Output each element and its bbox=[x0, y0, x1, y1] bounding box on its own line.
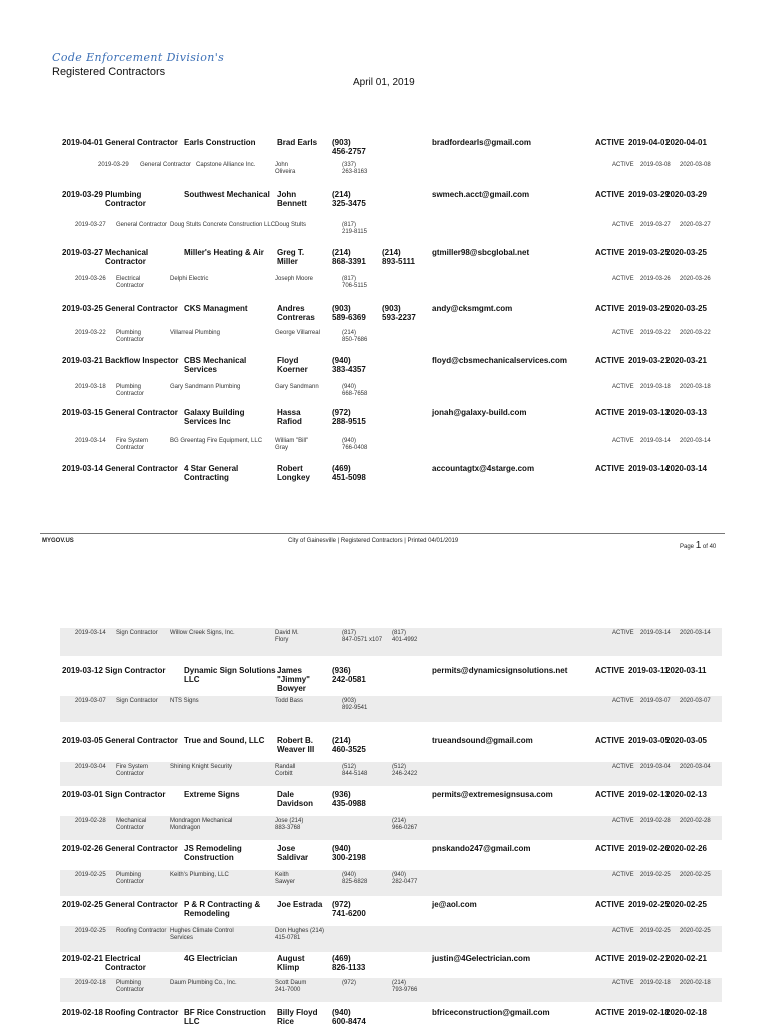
cell-expires: 2020-04-01 bbox=[666, 138, 707, 147]
cell-phone2: (940) 282-0477 bbox=[392, 872, 418, 885]
cell-status: ACTIVE bbox=[612, 764, 634, 770]
contractor-row bbox=[0, 1006, 768, 1024]
cell-date: 2019-03-21 bbox=[62, 356, 103, 365]
contractor-subrow bbox=[0, 328, 768, 352]
cell-company: Doug Stults Concrete Construction LLC bbox=[170, 222, 276, 228]
cell-phone1: (214) 460-3525 bbox=[332, 736, 366, 754]
cell-type: Sign Contractor bbox=[105, 790, 166, 799]
cell-date: 2019-02-18 bbox=[62, 1008, 103, 1017]
cell-type: General Contractor bbox=[116, 222, 168, 228]
cell-phone1: (512) 844-5148 bbox=[342, 764, 368, 777]
cell-contact: Jose (214) 883-3768 bbox=[275, 818, 304, 831]
cell-status: ACTIVE bbox=[595, 408, 625, 417]
cell-type: General Contractor bbox=[105, 844, 178, 853]
cell-issued: 2019-03-25 bbox=[628, 304, 669, 313]
cell-type: Mechanical Contractor bbox=[116, 818, 147, 831]
cell-date: 2019-03-14 bbox=[62, 464, 103, 473]
cell-date: 2019-02-26 bbox=[62, 844, 103, 853]
cell-phone1: (214) 868-3391 bbox=[332, 248, 366, 266]
cell-status: ACTIVE bbox=[595, 736, 625, 745]
cell-issued: 2019-02-25 bbox=[640, 872, 671, 878]
contractor-row bbox=[0, 136, 768, 156]
cell-status: ACTIVE bbox=[612, 928, 634, 934]
contractor-row bbox=[0, 302, 768, 326]
cell-issued: 2019-03-26 bbox=[640, 276, 671, 282]
cell-date: 2019-03-12 bbox=[62, 666, 103, 675]
cell-status: ACTIVE bbox=[595, 900, 625, 909]
cell-issued: 2019-04-01 bbox=[628, 138, 669, 147]
cell-company: Capstone Alliance Inc. bbox=[196, 162, 256, 168]
cell-issued: 2019-02-26 bbox=[628, 844, 669, 853]
cell-contact: Billy Floyd Rice bbox=[277, 1008, 318, 1026]
cell-date: 2019-03-18 bbox=[75, 384, 106, 390]
cell-status: ACTIVE bbox=[612, 872, 634, 878]
cell-company: Daum Plumbing Co., Inc. bbox=[170, 980, 237, 986]
cell-company: Villarreal Plumbing bbox=[170, 330, 220, 336]
cell-contact: Keith Sawyer bbox=[275, 872, 296, 885]
contractor-subrow bbox=[0, 628, 768, 656]
cell-type: Fire System Contractor bbox=[116, 764, 149, 777]
cell-status: ACTIVE bbox=[595, 1008, 625, 1017]
cell-company: Miller's Heating & Air bbox=[184, 248, 264, 257]
cell-type: General Contractor bbox=[105, 138, 178, 147]
cell-expires: 2020-03-25 bbox=[666, 304, 707, 313]
cell-phone2: (214) 893-5111 bbox=[382, 248, 415, 266]
cell-type: Roofing Contractor bbox=[116, 928, 167, 934]
cell-issued: 2019-02-28 bbox=[640, 818, 671, 824]
cell-company: Earls Construction bbox=[184, 138, 256, 147]
cell-issued: 2019-02-25 bbox=[628, 900, 669, 909]
cell-status: ACTIVE bbox=[612, 980, 634, 986]
cell-email[interactable]: swmech.acct@gmail.com bbox=[432, 190, 530, 199]
cell-phone2: (512) 246-2422 bbox=[392, 764, 418, 777]
cell-phone1: (817) 706-5115 bbox=[342, 276, 367, 289]
cell-phone1: (940) 383-4357 bbox=[332, 356, 366, 374]
cell-issued: 2019-03-22 bbox=[640, 330, 671, 336]
cell-date: 2019-03-14 bbox=[75, 438, 106, 444]
contractor-subrow bbox=[0, 926, 768, 952]
cell-contact: Floyd Koerner bbox=[277, 356, 308, 374]
cell-phone1: (940) 600-8474 bbox=[332, 1008, 366, 1026]
cell-status: ACTIVE bbox=[595, 304, 625, 313]
cell-contact: James "Jimmy" Bowyer bbox=[277, 666, 310, 693]
footer-site: MYGOV.US bbox=[42, 538, 74, 544]
cell-date: 2019-03-29 bbox=[62, 190, 103, 199]
cell-date: 2019-03-04 bbox=[75, 764, 106, 770]
cell-contact: Dale Davidson bbox=[277, 790, 314, 808]
contractor-row bbox=[0, 734, 768, 760]
cell-date: 2019-02-18 bbox=[75, 980, 106, 986]
cell-issued: 2019-03-14 bbox=[628, 464, 669, 473]
cell-expires: 2020-03-13 bbox=[666, 408, 707, 417]
cell-type: General Contractor bbox=[105, 304, 178, 313]
cell-date: 2019-02-25 bbox=[75, 928, 106, 934]
cell-expires: 2020-03-14 bbox=[680, 630, 711, 636]
cell-company: BF Rice Construction LLC bbox=[184, 1008, 266, 1026]
cell-expires: 2020-03-29 bbox=[666, 190, 707, 199]
cell-type: General Contractor bbox=[105, 408, 178, 417]
cell-issued: 2019-03-08 bbox=[640, 162, 671, 168]
cell-contact: Doug Stults bbox=[275, 222, 307, 228]
cell-email[interactable]: permits@dynamicsignsolutions.net bbox=[432, 666, 568, 675]
page-number: 1 bbox=[695, 540, 702, 551]
cell-phone1: (936) 242-0581 bbox=[332, 666, 366, 684]
cell-company: Shining Knight Security bbox=[170, 764, 233, 770]
cell-expires: 2020-03-07 bbox=[680, 698, 711, 704]
cell-issued: 2019-02-13 bbox=[628, 790, 669, 799]
cell-status: ACTIVE bbox=[612, 630, 634, 636]
cell-status: ACTIVE bbox=[595, 844, 625, 853]
cell-company: Willow Creek Signs, Inc. bbox=[170, 630, 235, 636]
contractor-subrow bbox=[0, 870, 768, 896]
cell-expires: 2020-02-13 bbox=[666, 790, 707, 799]
cell-contact: Joseph Moore bbox=[275, 276, 314, 282]
cell-email[interactable]: andy@cksmgmt.com bbox=[432, 304, 513, 313]
cell-type: Roofing Contractor bbox=[105, 1008, 179, 1017]
cell-status: ACTIVE bbox=[612, 330, 634, 336]
cell-issued: 2019-02-25 bbox=[640, 928, 671, 934]
cell-issued: 2019-03-13 bbox=[628, 408, 669, 417]
cell-date: 2019-02-28 bbox=[75, 818, 106, 824]
contractor-subrow bbox=[0, 382, 768, 404]
cell-date: 2019-03-22 bbox=[75, 330, 106, 336]
cell-phone1: (903) 456-2757 bbox=[332, 138, 366, 156]
cell-issued: 2019-02-18 bbox=[640, 980, 671, 986]
cell-issued: 2019-03-04 bbox=[640, 764, 671, 770]
cell-expires: 2020-02-25 bbox=[680, 872, 711, 878]
cell-status: ACTIVE bbox=[612, 698, 634, 704]
cell-phone1: (972) 741-6200 bbox=[332, 900, 366, 918]
cell-expires: 2020-03-22 bbox=[680, 330, 711, 336]
cell-type: Plumbing Contractor bbox=[116, 384, 145, 397]
cell-phone1: (972) 288-9515 bbox=[332, 408, 366, 426]
cell-expires: 2020-02-18 bbox=[666, 1008, 707, 1017]
cell-type: Sign Contractor bbox=[105, 666, 166, 675]
cell-contact: Brad Earls bbox=[277, 138, 318, 147]
division-title: Code Enforcement Division's bbox=[52, 51, 225, 64]
cell-contact: August Klimp bbox=[277, 954, 305, 972]
cell-phone1: (903) 892-9541 bbox=[342, 698, 368, 711]
cell-phone2: (817) 401-4992 bbox=[392, 630, 418, 643]
cell-contact: Todd Bass bbox=[275, 698, 304, 704]
cell-company: Delphi Electric bbox=[170, 276, 209, 282]
cell-expires: 2020-03-21 bbox=[666, 356, 707, 365]
contractor-row bbox=[0, 462, 768, 492]
cell-expires: 2020-03-26 bbox=[680, 276, 711, 282]
cell-date: 2019-03-05 bbox=[62, 736, 103, 745]
cell-expires: 2020-02-18 bbox=[680, 980, 711, 986]
cell-type: Plumbing Contractor bbox=[105, 190, 146, 208]
cell-company: True and Sound, LLC bbox=[184, 736, 265, 745]
cell-company: Keith's Plumbing, LLC bbox=[170, 872, 229, 878]
cell-company: P & R Contracting & Remodeling bbox=[184, 900, 261, 918]
cell-type: General Contractor bbox=[140, 162, 192, 168]
cell-expires: 2020-03-18 bbox=[680, 384, 711, 390]
cell-type: Electrical Contractor bbox=[105, 954, 146, 972]
cell-expires: 2020-03-04 bbox=[680, 764, 711, 770]
cell-company: 4G Electrician bbox=[184, 954, 238, 963]
cell-phone1: (903) 589-6369 bbox=[332, 304, 366, 322]
footer-divider bbox=[40, 533, 725, 534]
cell-email[interactable]: pnskando247@gmail.com bbox=[432, 844, 531, 853]
cell-status: ACTIVE bbox=[612, 818, 634, 824]
cell-status: ACTIVE bbox=[612, 384, 634, 390]
cell-status: ACTIVE bbox=[595, 138, 625, 147]
report-date: April 01, 2019 bbox=[353, 77, 415, 88]
cell-email[interactable]: floyd@cbsmechanicalservices.com bbox=[432, 356, 567, 365]
contractor-subrow bbox=[0, 978, 768, 1002]
contractor-row bbox=[0, 898, 768, 924]
cell-email[interactable]: justin@4Gelectrician.com bbox=[432, 954, 531, 963]
cell-contact: Randall Corbitt bbox=[275, 764, 296, 777]
cell-expires: 2020-03-11 bbox=[666, 666, 707, 675]
cell-company: BG Greentag Fire Equipment, LLC bbox=[170, 438, 263, 444]
cell-expires: 2020-03-14 bbox=[666, 464, 707, 473]
cell-contact: Scott Daum 241-7000 bbox=[275, 980, 307, 993]
cell-type: General Contractor bbox=[105, 464, 178, 473]
cell-company: 4 Star General Contracting bbox=[184, 464, 239, 482]
cell-expires: 2020-02-25 bbox=[666, 900, 707, 909]
cell-type: General Contractor bbox=[105, 900, 178, 909]
cell-date: 2019-02-21 bbox=[62, 954, 103, 963]
cell-expires: 2020-02-25 bbox=[680, 928, 711, 934]
cell-email[interactable]: je@aol.com bbox=[432, 900, 477, 909]
cell-issued: 2019-03-25 bbox=[628, 248, 669, 257]
page-prefix: Page bbox=[680, 544, 695, 550]
cell-issued: 2019-02-18 bbox=[628, 1008, 669, 1017]
cell-date: 2019-03-07 bbox=[75, 698, 106, 704]
contractor-row bbox=[0, 952, 768, 978]
cell-contact: Robert B. Weaver III bbox=[277, 736, 315, 754]
cell-status: ACTIVE bbox=[595, 190, 625, 199]
cell-phone1: (972) bbox=[342, 980, 357, 986]
cell-contact: Robert Longkey bbox=[277, 464, 310, 482]
cell-contact: John Bennett bbox=[277, 190, 307, 208]
cell-issued: 2019-03-11 bbox=[628, 666, 669, 675]
cell-status: ACTIVE bbox=[595, 790, 625, 799]
cell-date: 2019-03-14 bbox=[75, 630, 106, 636]
cell-status: ACTIVE bbox=[595, 666, 625, 675]
cell-phone1: (469) 826-1133 bbox=[332, 954, 366, 972]
cell-contact: Joe Estrada bbox=[277, 900, 323, 909]
page-subtitle: Registered Contractors bbox=[52, 66, 166, 78]
cell-issued: 2019-02-21 bbox=[628, 954, 669, 963]
cell-expires: 2020-02-28 bbox=[680, 818, 711, 824]
cell-status: ACTIVE bbox=[612, 162, 634, 168]
cell-company: Dynamic Sign Solutions LLC bbox=[184, 666, 276, 684]
cell-phone1: (940) 766-0408 bbox=[342, 438, 368, 451]
cell-expires: 2020-03-05 bbox=[666, 736, 707, 745]
cell-phone1: (337) 263-8163 bbox=[342, 162, 368, 175]
cell-type: Backflow Inspector bbox=[105, 356, 179, 365]
cell-company: Mondragon Mechanical Mondragon bbox=[170, 818, 233, 831]
cell-company: JS Remodeling Construction bbox=[184, 844, 242, 862]
contractor-row bbox=[0, 664, 768, 696]
cell-status: ACTIVE bbox=[595, 954, 625, 963]
cell-date: 2019-03-29 bbox=[98, 162, 129, 168]
cell-phone1: (214) 850-7686 bbox=[342, 330, 368, 343]
footer-center-text: City of Gainesville | Registered Contractors | Printed 04/01/2019 bbox=[288, 538, 459, 544]
contractor-subrow bbox=[0, 160, 768, 186]
cell-email[interactable]: bradfordearls@gmail.com bbox=[432, 138, 531, 147]
cell-issued: 2019-03-07 bbox=[640, 698, 671, 704]
cell-issued: 2019-03-05 bbox=[628, 736, 669, 745]
cell-company: Gary Sandmann Plumbing bbox=[170, 384, 241, 390]
cell-status: ACTIVE bbox=[612, 276, 634, 282]
cell-phone1: (469) 451-5098 bbox=[332, 464, 366, 482]
cell-date: 2019-03-01 bbox=[62, 790, 103, 799]
cell-contact: William "Bill" Gray bbox=[275, 438, 309, 451]
cell-status: ACTIVE bbox=[612, 222, 634, 228]
cell-date: 2019-03-27 bbox=[62, 248, 103, 257]
cell-issued: 2019-03-27 bbox=[640, 222, 671, 228]
cell-phone2: (214) 793-9766 bbox=[392, 980, 418, 993]
cell-issued: 2019-03-14 bbox=[640, 438, 671, 444]
cell-phone1: (940) 668-7658 bbox=[342, 384, 368, 397]
cell-email[interactable]: jonah@galaxy-build.com bbox=[432, 408, 527, 417]
cell-phone1: (214) 325-3475 bbox=[332, 190, 366, 208]
cell-issued: 2019-03-14 bbox=[640, 630, 671, 636]
cell-date: 2019-02-25 bbox=[75, 872, 106, 878]
cell-contact: Hassa Rafiod bbox=[277, 408, 302, 426]
cell-expires: 2020-03-14 bbox=[680, 438, 711, 444]
cell-email[interactable]: accountagtx@4starge.com bbox=[432, 464, 535, 473]
cell-contact: Don Hughes (214) 415-0781 bbox=[275, 928, 325, 941]
cell-date: 2019-03-25 bbox=[62, 304, 103, 313]
cell-type: Fire System Contractor bbox=[116, 438, 149, 451]
contractor-subrow bbox=[0, 816, 768, 840]
cell-issued: 2019-03-29 bbox=[628, 190, 669, 199]
contractor-row bbox=[0, 354, 768, 380]
cell-phone1: (817) 219-8115 bbox=[342, 222, 367, 235]
cell-type: Sign Contractor bbox=[116, 698, 158, 704]
contractor-subrow bbox=[0, 220, 768, 244]
cell-email[interactable]: bfriceconstruction@gmail.com bbox=[432, 1008, 550, 1017]
cell-date: 2019-03-27 bbox=[75, 222, 106, 228]
cell-phone1: (940) 825-6828 bbox=[342, 872, 368, 885]
cell-phone2: (903) 593-2237 bbox=[382, 304, 416, 322]
cell-expires: 2020-02-21 bbox=[666, 954, 707, 963]
cell-expires: 2020-03-25 bbox=[666, 248, 707, 257]
cell-status: ACTIVE bbox=[595, 356, 625, 365]
cell-type: Plumbing Contractor bbox=[116, 330, 145, 343]
cell-contact: Jose Saldivar bbox=[277, 844, 309, 862]
cell-email[interactable]: gtmiller98@sbcglobal.net bbox=[432, 248, 530, 257]
cell-email[interactable]: permits@extremesignsusa.com bbox=[432, 790, 553, 799]
cell-type: Mechanical Contractor bbox=[105, 248, 149, 266]
cell-type: Plumbing Contractor bbox=[116, 872, 145, 885]
cell-email[interactable]: trueandsound@gmail.com bbox=[432, 736, 533, 745]
cell-expires: 2020-03-27 bbox=[680, 222, 711, 228]
contractor-row bbox=[0, 406, 768, 434]
cell-type: Sign Contractor bbox=[116, 630, 158, 636]
cell-phone1: (936) 435-0988 bbox=[332, 790, 366, 808]
cell-date: 2019-03-15 bbox=[62, 408, 103, 417]
cell-contact: Greg T. Miller bbox=[277, 248, 305, 266]
cell-contact: George Villarreal bbox=[275, 330, 320, 336]
cell-expires: 2020-02-26 bbox=[666, 844, 707, 853]
contractor-row bbox=[0, 842, 768, 868]
cell-status: ACTIVE bbox=[595, 464, 625, 473]
cell-date: 2019-03-26 bbox=[75, 276, 106, 282]
cell-type: Electrical Contractor bbox=[116, 276, 145, 289]
cell-phone2: (214) 966-0267 bbox=[392, 818, 418, 831]
contractor-subrow bbox=[0, 274, 768, 300]
page-suffix: of 40 bbox=[702, 544, 717, 550]
cell-phone1: (940) 300-2198 bbox=[332, 844, 366, 862]
cell-company: NTS Signs bbox=[170, 698, 199, 704]
cell-date: 2019-04-01 bbox=[62, 138, 103, 147]
cell-contact: Andres Contreras bbox=[277, 304, 315, 322]
cell-issued: 2019-03-21 bbox=[628, 356, 669, 365]
cell-type: Plumbing Contractor bbox=[116, 980, 145, 993]
page-indicator bbox=[680, 540, 716, 551]
contractor-subrow bbox=[0, 696, 768, 722]
contractor-row bbox=[0, 788, 768, 814]
contractor-row bbox=[0, 246, 768, 272]
cell-company: Galaxy Building Services Inc bbox=[184, 408, 245, 426]
cell-date: 2019-02-25 bbox=[62, 900, 103, 909]
cell-company: CKS Managment bbox=[184, 304, 248, 313]
contractor-subrow bbox=[0, 762, 768, 786]
cell-status: ACTIVE bbox=[612, 438, 634, 444]
cell-company: Southwest Mechanical bbox=[184, 190, 270, 199]
cell-type: General Contractor bbox=[105, 736, 178, 745]
cell-company: Hughes Climate Control Services bbox=[170, 928, 234, 941]
contractor-subrow bbox=[0, 436, 768, 460]
cell-contact: Gary Sandmann bbox=[275, 384, 319, 390]
cell-contact: John Oliveira bbox=[275, 162, 296, 175]
cell-issued: 2019-03-18 bbox=[640, 384, 671, 390]
cell-expires: 2020-03-08 bbox=[680, 162, 711, 168]
cell-status: ACTIVE bbox=[595, 248, 625, 257]
contractor-row bbox=[0, 188, 768, 216]
cell-contact: David M. Flory bbox=[275, 630, 299, 643]
cell-company: CBS Mechanical Services bbox=[184, 356, 247, 374]
cell-phone1: (817) 847-0571 x107 bbox=[342, 630, 383, 643]
cell-company: Extreme Signs bbox=[184, 790, 240, 799]
